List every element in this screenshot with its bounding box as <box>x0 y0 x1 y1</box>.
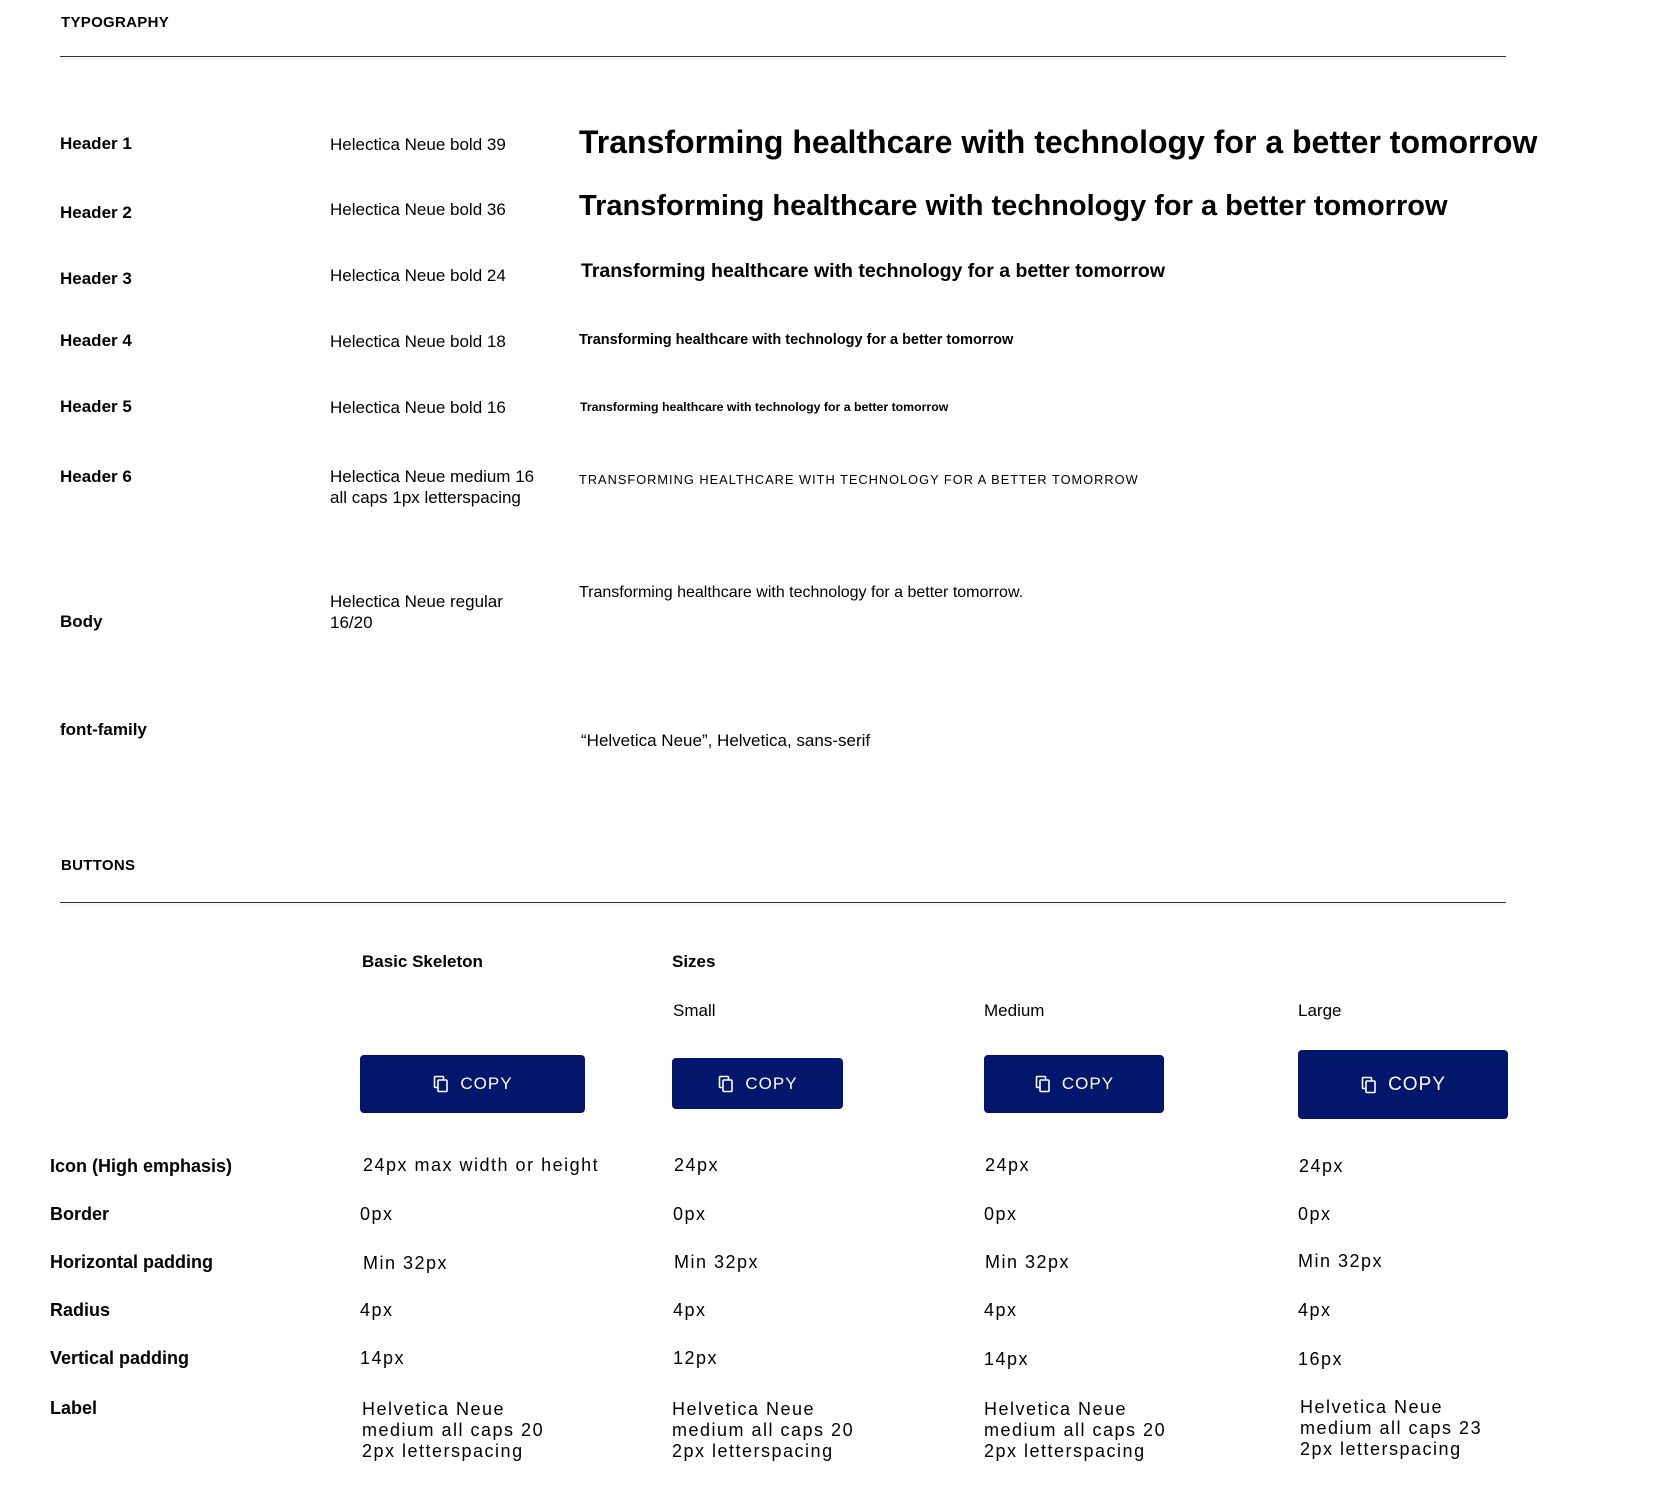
type-sample-h3: Transforming healthcare with technology for a better tomorrow <box>581 260 1165 282</box>
prop-value: 24px <box>985 1155 1031 1175</box>
prop-value: 4px <box>673 1300 707 1320</box>
copy-button-label: COPY <box>460 1074 513 1093</box>
type-row-spec: Helectica Neue bold 24 <box>330 266 506 285</box>
font-family-value: “Helvetica Neue”, Helvetica, sans-serif <box>581 731 871 750</box>
type-row-spec: Helectica Neue regular 16/20 <box>330 592 503 632</box>
prop-value: 4px <box>1298 1300 1332 1320</box>
type-row-spec: Helectica Neue bold 36 <box>330 200 506 219</box>
prop-value: 14px <box>984 1349 1030 1369</box>
type-row-spec: Helectica Neue bold 39 <box>330 135 506 154</box>
prop-value: Min 32px <box>985 1252 1071 1272</box>
type-row-label: Body <box>60 612 103 631</box>
type-row-label: Header 6 <box>60 467 132 486</box>
typography-divider <box>60 56 1506 57</box>
prop-value: 24px max width or height <box>363 1155 600 1175</box>
prop-name-vertical-padding: Vertical padding <box>50 1348 190 1368</box>
type-sample-body: Transforming healthcare with technology for a better tomorrow. <box>579 584 1024 601</box>
type-sample-h5: Transforming healthcare with technology for a better tomorrow <box>580 400 949 414</box>
copy-button-basic[interactable] <box>360 1055 585 1113</box>
copy-button-label: COPY <box>1388 1073 1446 1095</box>
prop-name-icon: Icon (High emphasis) <box>50 1156 233 1176</box>
type-row-spec: Helectica Neue bold 16 <box>330 398 506 417</box>
prop-value: Helvetica Neue medium all caps 20 2px letterspacing <box>672 1399 855 1461</box>
typography-section-title: TYPOGRAPHY <box>61 14 170 31</box>
type-sample-h6: TRANSFORMING HEALTHCARE WITH TECHNOLOGY FOR A BETTER TOMORROW <box>579 472 1139 487</box>
prop-value: 0px <box>673 1204 707 1224</box>
prop-value: Min 32px <box>363 1253 449 1273</box>
copy-icon <box>1034 1075 1052 1093</box>
prop-name-label: Label <box>50 1398 98 1418</box>
type-row-spec: Helectica Neue medium 16 all caps 1px letterspacing <box>330 467 535 507</box>
copy-button-label: COPY <box>745 1073 798 1093</box>
font-family-label: font-family <box>60 720 147 739</box>
prop-name-border: Border <box>50 1204 110 1224</box>
type-row-label: Header 5 <box>60 397 132 416</box>
prop-value: Helvetica Neue medium all caps 20 2px letterspacing <box>984 1399 1167 1461</box>
buttons-divider <box>60 902 1506 903</box>
copy-button-label: COPY <box>1061 1074 1115 1093</box>
type-row-spec: Helectica Neue bold 18 <box>330 332 506 351</box>
prop-value: 24px <box>674 1155 720 1175</box>
type-row-label: Header 1 <box>60 134 132 153</box>
type-row-label: Header 4 <box>60 331 132 350</box>
buttons-section-title: BUTTONS <box>61 857 136 874</box>
basic-skeleton-heading: Basic Skeleton <box>362 952 483 971</box>
type-row-label: Header 3 <box>60 269 132 288</box>
prop-name-radius: Radius <box>50 1300 111 1320</box>
prop-value: 0px <box>984 1204 1018 1224</box>
size-label-small: Small <box>673 1001 716 1020</box>
type-row-label: Header 2 <box>60 203 132 222</box>
prop-value: 0px <box>360 1204 394 1224</box>
prop-value: Helvetica Neue medium all caps 20 2px letterspacing <box>362 1399 545 1461</box>
prop-value: 24px <box>1299 1156 1345 1176</box>
prop-value: 14px <box>360 1348 406 1368</box>
copy-icon <box>717 1075 735 1093</box>
copy-button-medium[interactable] <box>984 1055 1164 1113</box>
copy-button-small[interactable] <box>672 1058 843 1109</box>
prop-value: 0px <box>1298 1204 1332 1224</box>
size-label-medium: Medium <box>984 1001 1045 1020</box>
size-label-large: Large <box>1298 1001 1342 1020</box>
prop-value: 4px <box>360 1300 394 1320</box>
prop-value: 4px <box>984 1300 1018 1320</box>
copy-icon <box>432 1075 450 1093</box>
prop-value: Min 32px <box>1298 1251 1384 1271</box>
prop-value: Min 32px <box>674 1252 760 1272</box>
sizes-heading: Sizes <box>672 952 716 971</box>
type-sample-h1: Transforming healthcare with technology for a better tomorrow <box>579 124 1538 160</box>
prop-name-horizontal-padding: Horizontal padding <box>50 1252 213 1272</box>
copy-icon <box>1360 1076 1378 1094</box>
copy-button-large[interactable] <box>1298 1050 1508 1119</box>
prop-value: 16px <box>1298 1349 1344 1369</box>
prop-value: Helvetica Neue medium all caps 23 2px letterspacing <box>1300 1397 1483 1459</box>
type-sample-h2: Transforming healthcare with technology for a better tomorrow <box>579 190 1448 222</box>
prop-value: 12px <box>673 1348 719 1368</box>
type-sample-h4: Transforming healthcare with technology for a better tomorrow <box>579 332 1014 348</box>
